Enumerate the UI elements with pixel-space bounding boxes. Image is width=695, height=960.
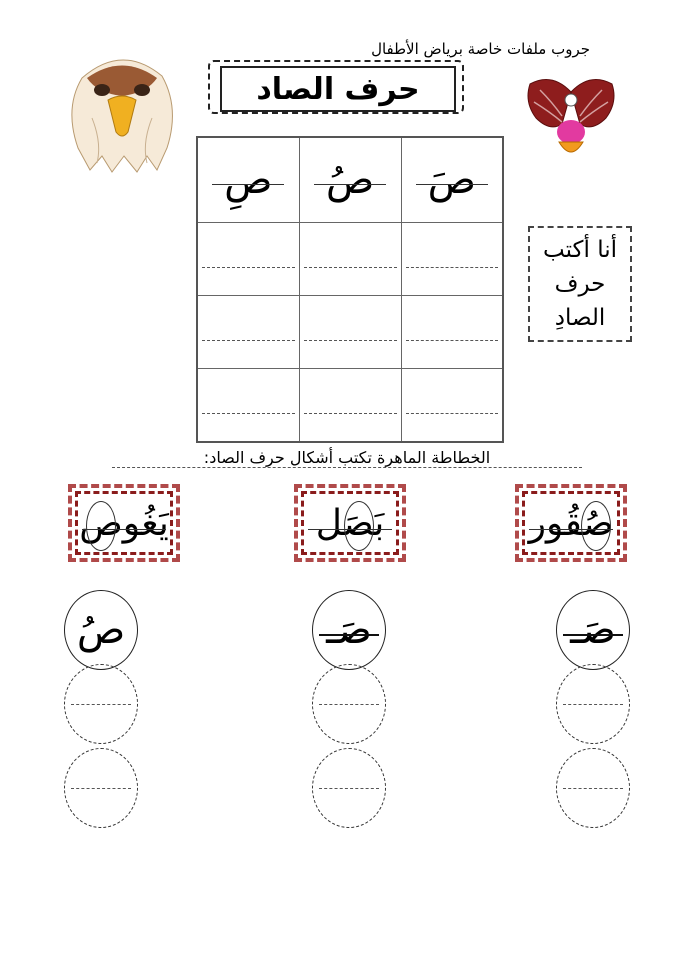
table-header-cell (299, 137, 401, 223)
writing-cell[interactable] (401, 223, 503, 296)
practice-circle[interactable] (556, 748, 630, 828)
word-text: يَغُوص (79, 502, 169, 544)
bird-emblem-icon (522, 72, 620, 160)
practice-circle[interactable] (556, 664, 630, 744)
table-header-row (197, 137, 503, 223)
guide-line (304, 267, 397, 268)
guide-line (304, 413, 397, 414)
letter-fatha: صَ (422, 157, 482, 203)
side-note-line: حرف (554, 271, 606, 297)
letter-form-circle (312, 590, 386, 670)
side-note-line: الصادِ (554, 305, 606, 331)
group-caption: جروب ملفات خاصة برياض الأطفال (371, 40, 590, 58)
side-note-line: أنا أكتب (543, 237, 617, 263)
letter-highlight-ring (581, 501, 611, 551)
letter-form-circle (64, 590, 138, 670)
eagle-head-icon (62, 48, 182, 173)
table-row (197, 223, 503, 296)
table-row (197, 296, 503, 369)
page-title: حرف الصاد (220, 66, 456, 112)
writing-cell[interactable] (299, 369, 401, 443)
writing-cell[interactable] (197, 296, 299, 369)
letter-form: صُ (76, 607, 126, 653)
guide-line (202, 340, 295, 341)
letter-kasra: صِ (218, 157, 278, 203)
letter-form: صَـ (326, 607, 372, 653)
guide-line (202, 267, 295, 268)
table-header-cell (401, 137, 503, 223)
table-row (197, 369, 503, 443)
letter-highlight-ring (344, 501, 374, 551)
guide-line (406, 413, 499, 414)
instruction-text: الخطاطة الماهرة تكتب أشكال حرف الصاد: (203, 448, 491, 467)
table-header-cell (197, 137, 299, 223)
writing-cell[interactable] (299, 296, 401, 369)
practice-circle[interactable] (64, 748, 138, 828)
practice-circle[interactable] (312, 664, 386, 744)
guide-line (202, 413, 295, 414)
word-text: بَصَل (315, 502, 385, 544)
writing-cell[interactable] (401, 296, 503, 369)
writing-cell[interactable] (197, 223, 299, 296)
practice-table (196, 136, 504, 443)
letter-damma: صُ (320, 157, 380, 203)
practice-circle[interactable] (64, 664, 138, 744)
word-card-basal (294, 484, 406, 562)
guide-line (304, 340, 397, 341)
writing-cell[interactable] (401, 369, 503, 443)
letter-form-circle (556, 590, 630, 670)
letter-form: صَـ (570, 607, 616, 653)
word-card-saqur (515, 484, 627, 562)
word-card-yaghus (68, 484, 180, 562)
practice-circle[interactable] (312, 748, 386, 828)
word-text: صُقُور (528, 502, 614, 544)
instruction-underline (112, 467, 582, 468)
letter-highlight-ring (86, 501, 116, 551)
writing-cell[interactable] (299, 223, 401, 296)
guide-line (406, 267, 499, 268)
side-note-box (528, 226, 632, 342)
guide-line (406, 340, 499, 341)
writing-cell[interactable] (197, 369, 299, 443)
